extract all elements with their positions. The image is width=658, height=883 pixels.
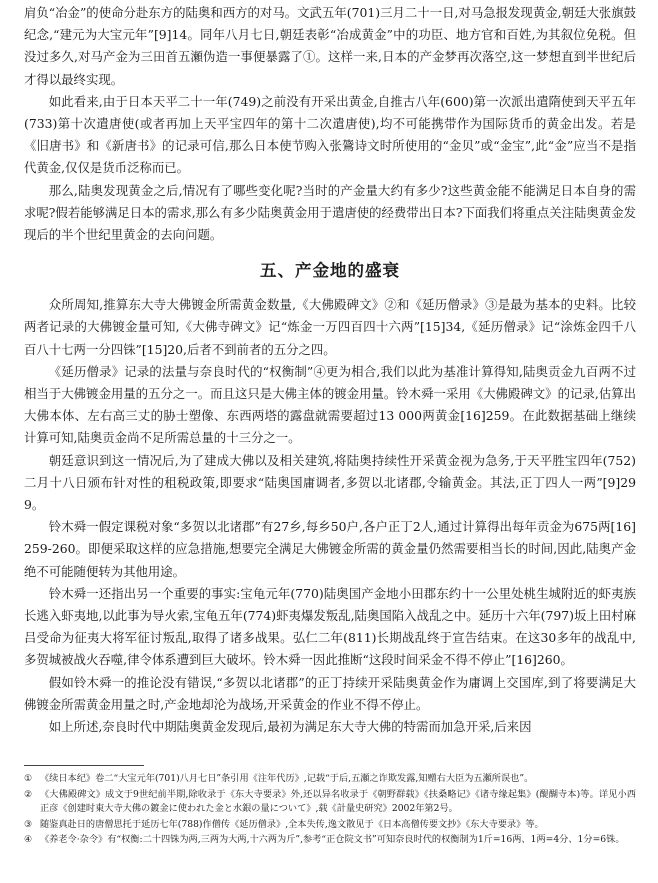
footnote-text: 《续日本纪》卷二“大宝元年(701)八月七日”条引用《注年代历》,记载“于后,五瀬之诈欺发露,知赠右大臣为五瀬所误也”。 [40,773,534,784]
footnote-mark: ① [24,773,33,784]
paragraph-3: 那么,陆奥发现黄金之后,情况有了哪些变化呢?当时的产金量大约有多少?这些黄金能不能满足日本自身的需求呢?假若能够满足日本的需求,那么有多少陆奥黄金用于遣唐使的经费带出日本?下面我们将重点关注陆奥黄金发现后的半个世纪里黄金的去向问题。 [24,182,636,243]
section-heading: 五、产金地的盛衰 [260,261,400,281]
footnote-2 [24,788,636,817]
paragraph-4: 众所周知,推算东大寺大佛镀金所需黄金数量,《大佛殿碑文》②和《延历僧录》③是最为基本的史料。比较两者记录的大佛镀金量可知,《大佛寺碑文》记“炼金一万四百四十六两”[15]34,《延历僧录》记“涂炼金四千八百八十七两一分四铢”[15]20,后者不到前者的五分之四。 [24,297,636,357]
paragraph-5: 《延历僧录》记录的法量与奈良时代的“权衡制”④更为相合,我们以此为基准计算得知,陆奥贡金九百两不过相当于大佛镀金用量的五分之一。而且这只是大佛主体的镀金用量。铃木舜一采用《大佛殿碑文》的记录,估算出大佛本体、左右高三丈的胁士塑像、东西两塔的露盘就需要超过13 000两黄金[16]259。在此数据基础上继续计算可知,陆奥贡金尚不足所需总量的十三分之一。 [24,363,636,446]
footnote-mark: ③ [24,818,33,830]
footnote-divider [24,765,144,766]
paragraph-2: 如此看来,由于日本天平二十一年(749)之前没有开采出黄金,自推古八年(600)第一次派出遣隋使到天平五年(733)第十次遣唐使(或者再加上天平宝四年的第十二次遣唐使),均不可能携带作为国际货币的黄金出发。若是《旧唐书》和《新唐书》的记录可信,那么日本使节购入张鷟诗文时所使用的“金贝”或“金宝”,此“金”应当不是指代黄金,仅仅是货币泛称而已。 [24,93,636,176]
paragraph-6: 朝廷意识到这一情况后,为了建成大佛以及相关建筑,将陆奥持续性开采黄金视为急务,于天平胜宝四年(752)二月十八日颁布针对性的租税政策,即要求“陆奥国庸调者,多贺以北诸郡,令输黄金。其法,正丁四人一两”[9]299。 [24,452,636,513]
footnote-1 [24,772,636,787]
paragraph-7: 铃木舜一假定课税对象“多贺以北诸郡”有27乡,每乡50户,各户正丁2人,通过计算得出每年贡金为675两[16]259-260。即便采取这样的应急措施,想要完全满足大佛镀金所需的黄金量仍然需要相当长的时间,因此,陆奥产金绝不可能随便转为其他用途。 [24,519,636,579]
paragraph-1: 肩负“冶金”的使命分赴东方的陆奥和西方的对马。文武五年(701)三月二十一日,对马急报发现黄金,朝廷大张旗鼓纪念,“建元为大宝元年”[9]14。同年八月七日,朝廷表彰“冶成黄金”中的功臣、地方官和百姓,为其叙位免税。但没过多久,对马产金为三田首五瀬伪造一事便暴露了①。这样一来,日本的产金梦再次落空,这一梦想直到半世纪后才得以最终实现。 [24,5,636,87]
footnote-text: 随鉴真赴日的唐僧思托于延历七年(788)作僧传《延历僧录》,全本失传,逸文散见于《日本高僧传要文抄》《东大寺要录》等。 [40,818,544,830]
paragraph-8: 铃木舜一还指出另一个重要的事实:宝龟元年(770)陆奥国产金地小田郡东约十一公里处桃生城附近的虾夷族长逃入虾夷地,以此事为导火索,宝龟五年(774)虾夷爆发叛乱,陆奥国陷入战乱之中。延历十六年(797)坂上田村麻吕受命为征夷大将军征讨叛乱,取得了诸多战果。弘仁二年(811)长期战乱终于宣告结束。在这30多年的战乱中,多贺城被战火吞噬,律令体系遭到巨大破坏。铃木舜一因此推断“这段时间采金不得不停止”[16]260。 [24,585,636,668]
footnote-text: 《养老令·杂令》有“权衡:二十四铢为两,三两为大两,十六两为斤”,参考“正仓院文书”可知奈良时代的权衡制为1斤=16两、1两=4分、1分=6铢。 [40,834,625,846]
footnote-4 [24,833,636,848]
footnote-mark: ② [24,788,33,800]
paragraph-9: 假如铃木舜一的推论没有错误,“多贺以北诸郡”的正丁持续开采陆奥黄金作为庸调上交国库,到了将要满足大佛镀金所需黄金用量之时,产金地却沦为战场,开采黄金的作业不得不停止。 [24,674,636,712]
footnote-text: 《大佛殿碑文》成文于9世纪前半期,除收录于《东大寺要录》外,还以异名收录于《朝野群载》《扶桑略记》《诸寺缘起集》(醍醐寺本)等。详见小西正彦《创建时東大寺大佛の鍍金に使われた金と水銀の量について》,载《計量史研究》2002年第2号。 [40,788,636,815]
footnotes [24,772,636,849]
body-text [24,2,636,738]
footnote-mark: ④ [24,834,33,846]
paragraph-10: 如上所述,奈良时代中期陆奥黄金发现后,最初为满足东大寺大佛的特需而加急开采,后来因 [48,719,532,735]
footnote-3 [24,818,636,833]
